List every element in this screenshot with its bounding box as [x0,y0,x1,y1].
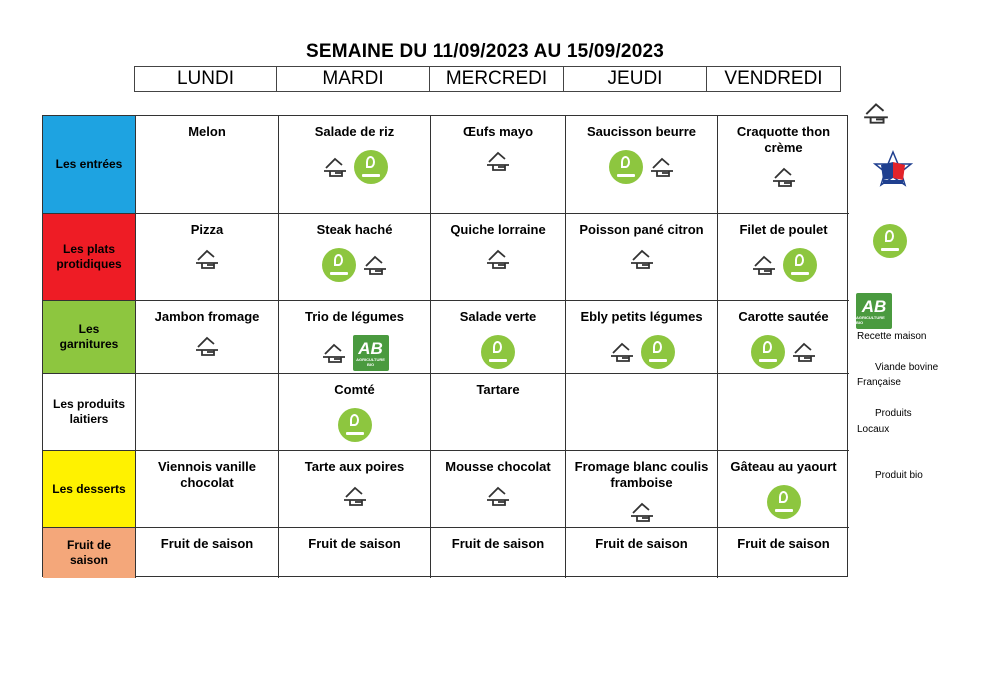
dish-name: Filet de poulet [739,222,828,237]
house-icon [609,341,635,363]
local-products-icon [641,335,675,369]
menu-cell [431,214,566,301]
local-products-icon [609,150,643,184]
menu-cell [279,214,431,301]
menu-cell [566,374,718,451]
dish-name: Saucisson beurre [586,124,697,139]
house-icon [321,342,347,364]
dish-name: Steak haché [316,222,393,237]
dish-icons [194,335,220,357]
dish-name: Tarte aux poires [304,459,405,474]
dish-icons [609,150,675,184]
dish-name: Quiche lorraine [450,222,546,237]
dish-name: Carotte sautée [738,309,829,324]
day-wednesday: MERCREDI [430,67,564,91]
dish-name: Fruit de saison [451,536,545,551]
dish-icons [629,248,655,270]
dish-icons [751,248,817,282]
dish-name: Mousse chocolat [445,459,551,474]
day-tuesday: MARDI [277,67,430,91]
dish-icons [321,335,389,371]
menu-title: SEMAINE DU 11/09/2023 AU 15/09/2023 [306,41,664,62]
legend-produit-bio: Produit bio [875,470,923,481]
dish-name: Ebly petits légumes [580,309,703,324]
menu-cell [566,301,718,374]
viande-bovine-francaise-icon [873,150,913,190]
dish-icons [342,485,368,507]
menu-cell [279,374,431,451]
dish-icons [485,485,511,507]
dish-icons [322,248,388,282]
dish-icons [322,150,388,184]
dish-name: Fruit de saison [160,536,254,551]
dish-icons [481,335,515,369]
menu-cell [279,301,431,374]
dish-name: Viennois vanille chocolat [157,459,257,490]
day-friday: VENDREDI [724,68,823,89]
category-label: Les produits laitiers [43,374,136,451]
menu-cell [136,301,279,374]
day-thursday: JEUDI [564,67,707,91]
menu-cell [718,301,849,374]
legend-recette-maison: Recette maison [857,331,927,342]
dish-name: Fruit de saison [308,536,401,551]
menu-cell [136,374,279,451]
house-icon [791,341,817,363]
house-icon [362,254,388,276]
dish-icons [194,248,220,270]
local-products-icon [322,248,356,282]
dish-name: Salade verte [459,309,537,324]
dish-name: Poisson pané citron [579,222,704,237]
house-icon [485,248,511,270]
house-icon [862,101,890,125]
legend-produits-locaux-line2: Locaux [857,424,890,435]
dish-name: Fromage blanc coulis framboise [574,459,709,490]
menu-cell [566,116,718,214]
dish-icons [767,485,801,519]
menu-cell [718,528,849,578]
menu-cell [279,528,431,578]
dish-name: Craquotte thon crème [736,124,831,155]
menu-cell [279,451,431,528]
organic-ab-icon: AB AGRICULTURE BIO [353,335,389,371]
house-icon [194,335,220,357]
dish-name: Melon [188,124,226,139]
organic-ab-icon: AB AGRICULTURE BIO [856,293,892,329]
legend-viande-bovine-line1: Viande bovine [875,362,939,373]
house-icon [194,248,220,270]
dish-name: Jambon fromage [154,309,260,324]
weekday-header [134,66,841,92]
dish-icons [485,150,511,172]
menu-cell [431,116,566,214]
dish-name: Fruit de saison [737,536,830,551]
dish-name: Comté [334,382,375,397]
dish-icons [771,166,797,188]
local-products-icon [338,408,372,442]
house-icon [485,150,511,172]
menu-cell [718,374,849,451]
house-icon [322,156,348,178]
menu-table [42,115,848,577]
dish-name: Fruit de saison [595,536,688,551]
menu-cell [431,528,566,578]
menu-cell [431,374,566,451]
house-icon [649,156,675,178]
dish-name: Tartare [476,382,520,397]
local-products-icon [354,150,388,184]
menu-cell [566,214,718,301]
local-products-icon [751,335,785,369]
day-monday: LUNDI [135,67,277,91]
menu-cell [136,214,279,301]
dish-name: Salade de riz [314,124,395,139]
dish-icons [485,248,511,270]
dish-icons [609,335,675,369]
menu-cell [566,451,718,528]
legend-viande-bovine-line2: Française [857,377,901,388]
house-icon [485,485,511,507]
menu-cell [718,451,849,528]
dish-name: Trio de légumes [305,309,404,324]
legend-produits-locaux-line1: Produits [875,408,912,419]
house-icon [629,248,655,270]
house-icon [751,254,777,276]
house-icon [342,485,368,507]
category-label: Les desserts [43,451,136,528]
category-label: Fruit de saison [43,528,136,578]
category-label: Les plats protidiques [43,214,136,301]
menu-cell [136,451,279,528]
dish-icons [751,335,817,369]
dish-name: Pizza [190,222,224,237]
dish-name: Gâteau au yaourt [730,459,837,474]
house-icon [629,501,655,523]
menu-cell [136,528,279,578]
menu-cell [279,116,431,214]
menu-cell [431,301,566,374]
dish-name: Œufs mayo [462,124,534,139]
category-label: Les entrées [43,116,136,214]
local-products-icon [873,224,907,258]
menu-cell [136,116,279,214]
menu-cell [566,528,718,578]
menu-cell [718,214,849,301]
local-products-icon [783,248,817,282]
category-label: Les garnitures [43,301,136,374]
dish-icons [629,501,655,523]
house-icon [771,166,797,188]
local-products-icon [767,485,801,519]
local-products-icon [481,335,515,369]
dish-icons [338,408,372,442]
menu-cell [718,116,849,214]
menu-cell [431,451,566,528]
